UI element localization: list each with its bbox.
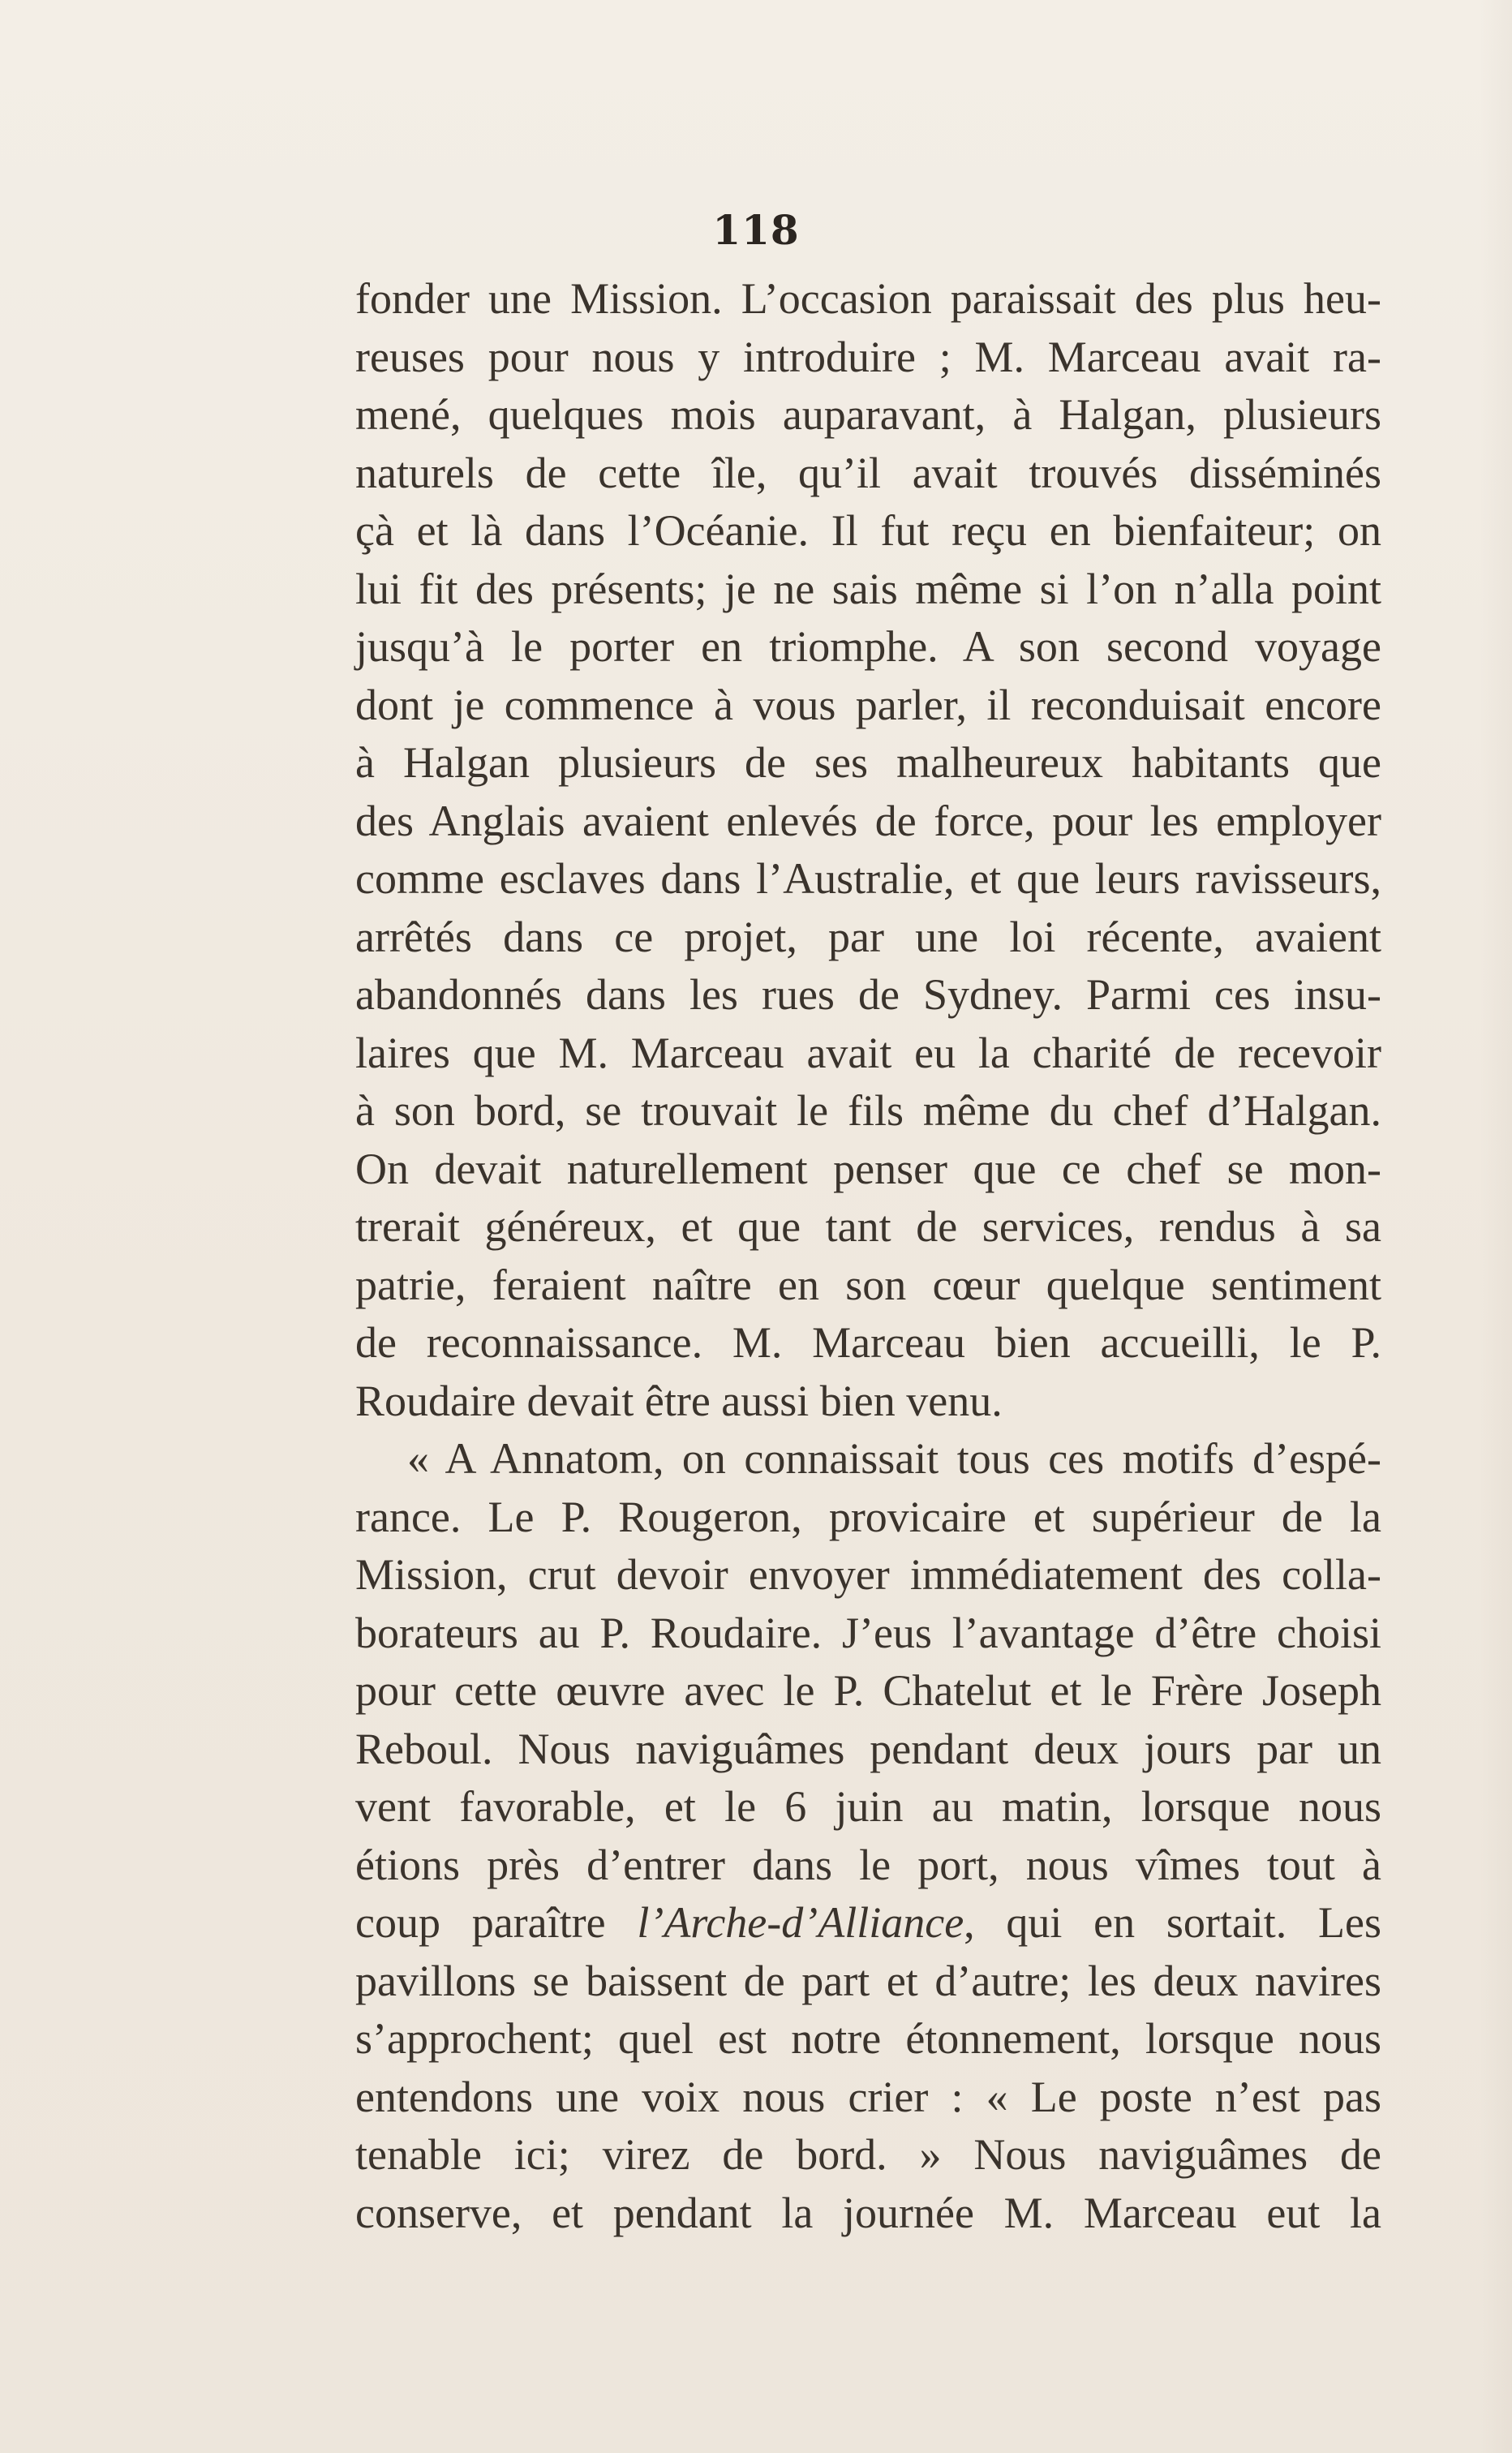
- text-line: rance. Le P. Rougeron, provicaire et supérieur de la: [355, 1492, 1381, 1541]
- text-line: « A Annatom, on connaissait tous ces motifs d’espé-: [407, 1434, 1381, 1483]
- text-line: s’approchent; quel est notre étonnement, lorsque nous: [355, 2014, 1381, 2063]
- text-line: vent favorable, et le 6 juin au matin, lorsque nous: [355, 1782, 1381, 1831]
- ship-name: l’Arche-d’Alliance: [637, 1898, 964, 1947]
- text-line: tenable ici; virez de bord. » Nous naviguâmes de: [355, 2130, 1381, 2179]
- text-line: laires que M. Marceau avait eu la charité de recevoir: [355, 1028, 1381, 1077]
- text-line: reuses pour nous y introduire ; M. Marceau avait ra-: [355, 332, 1381, 381]
- text-line: à Halgan plusieurs de ses malheureux habitants que: [355, 738, 1381, 787]
- text-segment: coup paraître: [355, 1898, 606, 1947]
- page-number: 118: [712, 206, 800, 254]
- text-line: pour cette œuvre avec le P. Chatelut et le Frère Joseph: [355, 1666, 1381, 1715]
- text-line: Roudaire devait être aussi bien venu.: [355, 1376, 1003, 1425]
- text-line: à son bord, se trouvait le fils même du chef d’Halgan.: [355, 1086, 1381, 1135]
- text-line: lui fit des présents; je ne sais même si l’on n’alla point: [355, 564, 1381, 613]
- page-edge-shadow: [1480, 0, 1512, 2453]
- text-line: conserve, et pendant la journée M. Marceau eut la: [355, 2188, 1381, 2237]
- text-line: pavillons se baissent de part et d’autre; les deux navires: [355, 1956, 1381, 2005]
- text-line: jusqu’à le porter en triomphe. A son second voyage: [355, 622, 1381, 671]
- text-line: Reboul. Nous naviguâmes pendant deux jours par un: [355, 1724, 1381, 1773]
- text-line: borateurs au P. Roudaire. J’eus l’avantage d’être choisi: [355, 1608, 1381, 1657]
- text-line: de reconnaissance. M. Marceau bien accueilli, le P.: [355, 1318, 1381, 1367]
- text-line: trerait généreux, et que tant de services, rendus à sa: [355, 1202, 1381, 1251]
- text-line: entendons une voix nous crier : « Le poste n’est pas: [355, 2072, 1381, 2121]
- text-line: çà et là dans l’Océanie. Il fut reçu en bienfaiteur; on: [355, 506, 1381, 555]
- text-line: abandonnés dans les rues de Sydney. Parmi ces insu-: [355, 970, 1381, 1019]
- text-line: naturels de cette île, qu’il avait trouvés disséminés: [355, 448, 1381, 497]
- text-segment: , qui en sortait. Les: [964, 1898, 1382, 1947]
- text-line: arrêtés dans ce projet, par une loi récente, avaient: [355, 912, 1381, 961]
- text-line: Mission, crut devoir envoyer immédiatement des colla-: [355, 1550, 1381, 1599]
- text-line-with-italic: [355, 1894, 1381, 1953]
- text-line: dont je commence à vous parler, il reconduisait encore: [355, 680, 1381, 729]
- text-line: patrie, feraient naître en son cœur quelque sentiment: [355, 1260, 1381, 1309]
- text-line: mené, quelques mois auparavant, à Halgan, plusieurs: [355, 390, 1381, 439]
- text-line: fonder une Mission. L’occasion paraissait des plus heu-: [355, 274, 1381, 323]
- text-line: comme esclaves dans l’Australie, et que leurs ravisseurs,: [355, 854, 1381, 903]
- text-line: des Anglais avaient enlevés de force, pour les employer: [355, 796, 1381, 845]
- body-text: [355, 270, 1381, 2242]
- text-line: On devait naturellement penser que ce chef se mon-: [355, 1144, 1381, 1193]
- text-line: étions près d’entrer dans le port, nous vîmes tout à: [355, 1840, 1381, 1889]
